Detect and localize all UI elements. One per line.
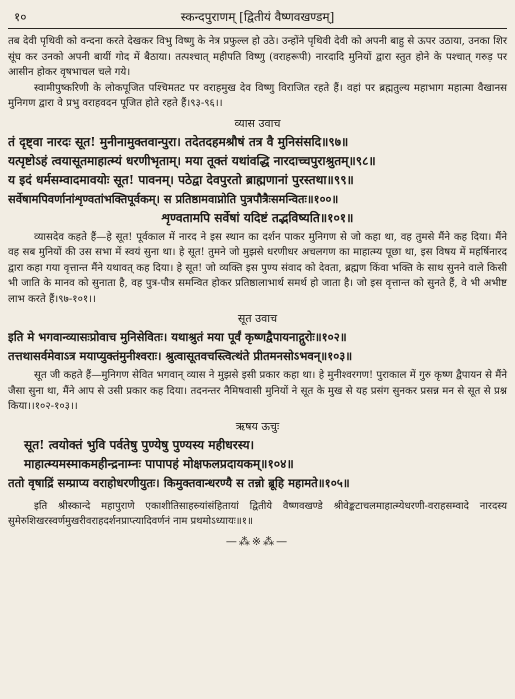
verse-line: य इदं धर्मसम्वादमावयोः सूत! पावनम्। पठेद्वा देवपुरतो ब्राह्मणानां पुरस्तथा॥९९॥ [8,172,354,187]
verse-line: शृण्वतामपि सर्वेषां यदिष्टं तद्भविष्यति॥१०१॥ [161,210,354,225]
prose-paragraph: स्वामीपुष्करिणी के लोकपूजित पश्चिमतट पर वराहमुख देव विष्णु विराजित रहते हैं। वहां पर ब्रह्मतुल्य महाभाग महात्मा वैखानस मुनिगण द्वारा वे प्रभु वराहवदन पूजित होते रहते हैं।९३-९६।। [8,82,507,109]
page-header [8,6,507,29]
prose-paragraph: व्यासदेव कहते हैं—हे सूत! पूर्वकाल में नारद ने इस स्थान का दर्शन पाकर मुनिगण से जो कहा था, वह तुमसे मैंने कह दिया। मैंने वह सब मुनियों की उस सभा में स्वयं सुना था। हे सूत! तुमने जो मुझसे धरणीधर अचलगण का माहात्म्य पूछा था, इस विषय में महर्षिनारद द्वारा कहा गया वृत्तान्त मैंने यथावत् कह दिया। हे सूत! जो व्यक्ति इस पुण्य संवाद को देवता, ब्रह्मण किंवा भक्ति के साथ सुनने वाले किसी भी जाति के मानव को सुनाता है, वह पुत्र-पौत्र समन्वित होकर प्रतिष्ठालाभार्थ समर्थ हो जाता है। जो इस वृत्तान्त को सुनते हैं, वे भी अभीष्ट लाभ करते हैं।९७-१०१।। [8,231,507,305]
verse-line: सर्वेषामपिवर्णानांशृण्वतांभक्तिपूर्वकम्। स प्रतिष्ठामवाप्नोति पुत्रपौत्रैःसमन्वितः॥१००॥ [8,191,339,206]
ornament-divider: —⁂※⁂— [225,534,290,548]
speaker-heading: व्यास उवाच [234,116,281,130]
verse-line: यत्पृष्टोऽहं त्वयासूतमाहात्म्यं धरणीभृताम्। मया तूक्तं यथांवद्धि नारदाच्चपुराश्रुतम्॥९८॥ [8,153,376,168]
speaker-heading: सूत उवाच [237,312,278,325]
verse-line: ततो वृषाद्रिं सम्प्राप्य वराहोधरणीयुतः। किमुक्तवान्धरण्यै स तन्नो ब्रूहि महामते॥१०५॥ [8,475,350,490]
running-title: स्कन्दपुराणम् [द्वितीयं वैष्णवखण्डम्] [180,10,335,24]
verse-line: इति मे भगवान्व्यासःप्रोवाच मुनिसेवितः। यथाश्रुतं मया पूर्वं कृष्णद्वैपायनाद्गुरोः॥१०२॥ [8,330,347,344]
verse-line: तं दृष्ट्वा नारदः सूत! मुनीनामुक्तवान्पुरा। तदेतदहमश्रौषं तत्र वै मुनिसंसदि॥९७॥ [8,134,349,149]
verse-line: तत्तथासर्वमेवाऽत्र मयाप्युक्तंमुनीश्वराः। श्रुत्वासूतवचस्त्वित्थंते प्रीतमनसोऽभवन्॥१०३॥ [8,349,353,363]
prose-paragraph: तब देवी पृथिवी को वन्दना करते देखकर विभु विष्णु के नेत्र प्रफुल्ल हो उठे। उन्होंने पृथिवी देवी को अपनी बाहु से ऊपर उठाया, उनका शिर सूंघ कर उनको अपनी बायीं गोद में बैठाया। तत्पश्चात् महीपति विष्णु (वराहरूपी) नारदादि मुनियों द्वारा स्तुत होने के पश्चात् गरुड़ पर आसीन होकर वृषभाचल चले गये। [8,36,507,78]
verse-line: माहात्म्यमस्माकमहीन्द्रनाम्नः पापापहं मोक्षफलप्रदायकम्॥१०४॥ [24,456,294,471]
speaker-heading: ऋषय ऊचुः [235,419,280,433]
verse-line: सूत! त्वयोक्तं भुवि पर्वतेषु पुण्येषु पुण्यस्य महीधरस्य। [24,437,255,452]
chapter-colophon: इति श्रीस्कान्दे महापुराणे एकाशीतिसाहस्र्यांसंहितायां द्वितीये वैष्णवखण्डे श्रीवेङ्कटाचलमाहात्म्येधरणी-वराहसम्वादे नारदस्य सुमेरुशिखरस्वर्णमुखरीवराहदर्शनप्राप्त्यादिवर्णनं नाम प्रथमोऽध्यायः॥१॥ [8,500,507,527]
prose-paragraph: सूत जी कहते हैं—मुनिगण सेवित भगवान् व्यास ने मुझसे इसी प्रकार कहा था। हे मुनीश्वरगण! पुराकाल में गुरु कृष्ण द्वैपायन से मैंने जैसा सुना था, मैंने आप से उसी प्रकार कह दिया। तदनन्तर नैमिषवासी मुनियों ने सूत के मुख से यह प्रसंग सुनकर प्रसन्न मन से सूत से प्रश्न किया।।१०२-१०३।। [8,370,507,412]
page-number: १० [14,10,27,24]
